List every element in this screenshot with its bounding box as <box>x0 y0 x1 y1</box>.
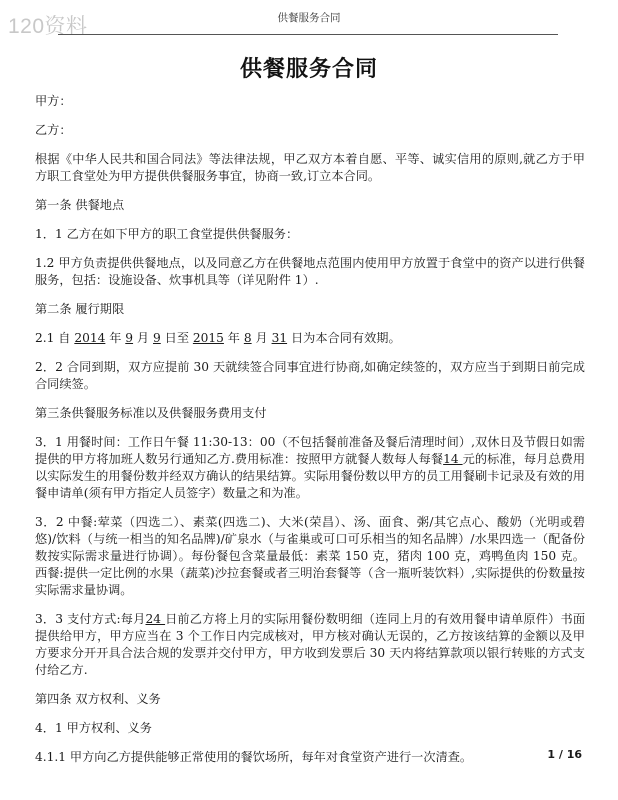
clause-4-1: 4．1 甲方权利、义务 <box>35 721 152 735</box>
running-header: 供餐服务合同 <box>277 12 341 24</box>
start-year: 2014 <box>74 331 106 345</box>
month-label: 月 <box>133 331 153 345</box>
clause-2-1-suffix: 日为本合同有效期。 <box>287 331 401 345</box>
clause-3-1 <box>35 434 585 502</box>
start-month: 9 <box>125 331 134 345</box>
clause-2-1 <box>35 330 585 347</box>
meal-price: 14 <box>443 452 463 466</box>
clause-3-3-text: 3．3 支付方式:每月 <box>35 612 146 626</box>
article-2-title: 第二条 履行期限 <box>35 302 125 316</box>
end-day: 31 <box>271 331 288 345</box>
clause-1-1: 1．1 乙方在如下甲方的职工食堂提供供餐服务： <box>35 227 299 241</box>
clause-1-2: 1.2 甲方负责提供供餐地点，以及同意乙方在供餐地点范围内使用甲方放置于食堂中的资产以进行供餐服务，包括：设施设备、炊事机具等（详见附件 1）. <box>35 256 585 287</box>
document-title: 供餐服务合同 <box>239 57 378 82</box>
clause-4-1-1: 4.1.1 甲方向乙方提供能够正常使用的餐饮场所，每年对食堂资产进行一次清查。 <box>35 750 473 764</box>
intro-paragraph: 根据《中华人民共和国合同法》等法律法规，甲乙双方本着自愿、平等、诚实信用的原则,就乙方于甲方职工食堂处为甲方提供供餐服务事宜，协商一致,订立本合同。 <box>35 152 585 183</box>
month-label: 月 <box>251 331 272 345</box>
document-body <box>35 93 585 778</box>
end-year: 2015 <box>192 331 224 345</box>
clause-2-1-prefix: 2.1 自 <box>35 331 75 345</box>
year-label: 年 <box>105 331 126 345</box>
page-number: 1 / 16 <box>547 748 582 761</box>
clause-3-1-text: 3．1 用餐时间：工作日午餐 11:30-13：00（不包括餐前准备及餐后清理时间）,双休日及节假日如需提供的甲方将加班人数另行通知乙方.费用标准：按照甲方就餐人数每人每餐 <box>35 435 585 466</box>
payment-day: 24 <box>145 612 166 626</box>
article-1-title: 第一条 供餐地点 <box>35 198 125 212</box>
end-month: 8 <box>243 331 252 345</box>
year-label: 年 <box>223 331 244 345</box>
day-to-label: 日至 <box>160 331 193 345</box>
clause-3-3-text-cont: 日前乙方将上月的实际用餐份数明细（连同上月的有效用餐申请单原件）书面提供给甲方，甲方应当在 3 个工作日内完成核对，甲方核对确认无误的，乙方按该结算的金额以及甲方要求分开开具合法合规的发票并交付甲方，甲方收到发票后 30 天内将结算款项以银行转账的方式支付给乙方. <box>35 612 586 677</box>
clause-2-2: 2．2 合同到期，双方应提前 30 天就续签合同事宜进行协商,如确定续签的，双方应当于到期日前完成合同续签。 <box>35 360 585 391</box>
party-a-line: 甲方： <box>35 94 72 108</box>
clause-3-1-text-cont: 元的标准，每月总费用以实际发生的用餐份数并经双方确认的结果结算。实际用餐份数以甲方的员工用餐刷卡记录及有效的用餐申请单(须有甲方指定人员签字）数量之和为准。 <box>35 452 586 500</box>
clause-3-3 <box>35 611 585 679</box>
article-3-title: 第三条供餐服务标准以及供餐服务费用支付 <box>35 406 267 420</box>
article-4-title: 第四条 双方权利、义务 <box>35 692 161 706</box>
party-b-line: 乙方： <box>35 123 72 137</box>
header-divider <box>58 34 558 35</box>
start-day: 9 <box>153 331 161 345</box>
clause-3-2: 3．2 中餐:荤菜（四选二）、素菜(四选二)、大米(荣昌）、汤、面食、粥/其它点心、酸奶（光明或碧悠)/饮料（与统一相当的知名品牌)/矿泉水（与雀巢或可口可乐相当的知名品牌）/水果四选一（配备份数按实际需求量进行协调）。每份餐包含菜量最低：素菜 150 克，猪肉 100 克，鸡鸭鱼肉 150 克。西餐:提供一定比例的水果（蔬菜)沙拉套餐或者三明治套餐等（含一瓶听装饮料）,实际提供的份数量按实际需求量协调。 <box>35 515 585 597</box>
watermark-logo: 120资料 <box>8 15 88 38</box>
